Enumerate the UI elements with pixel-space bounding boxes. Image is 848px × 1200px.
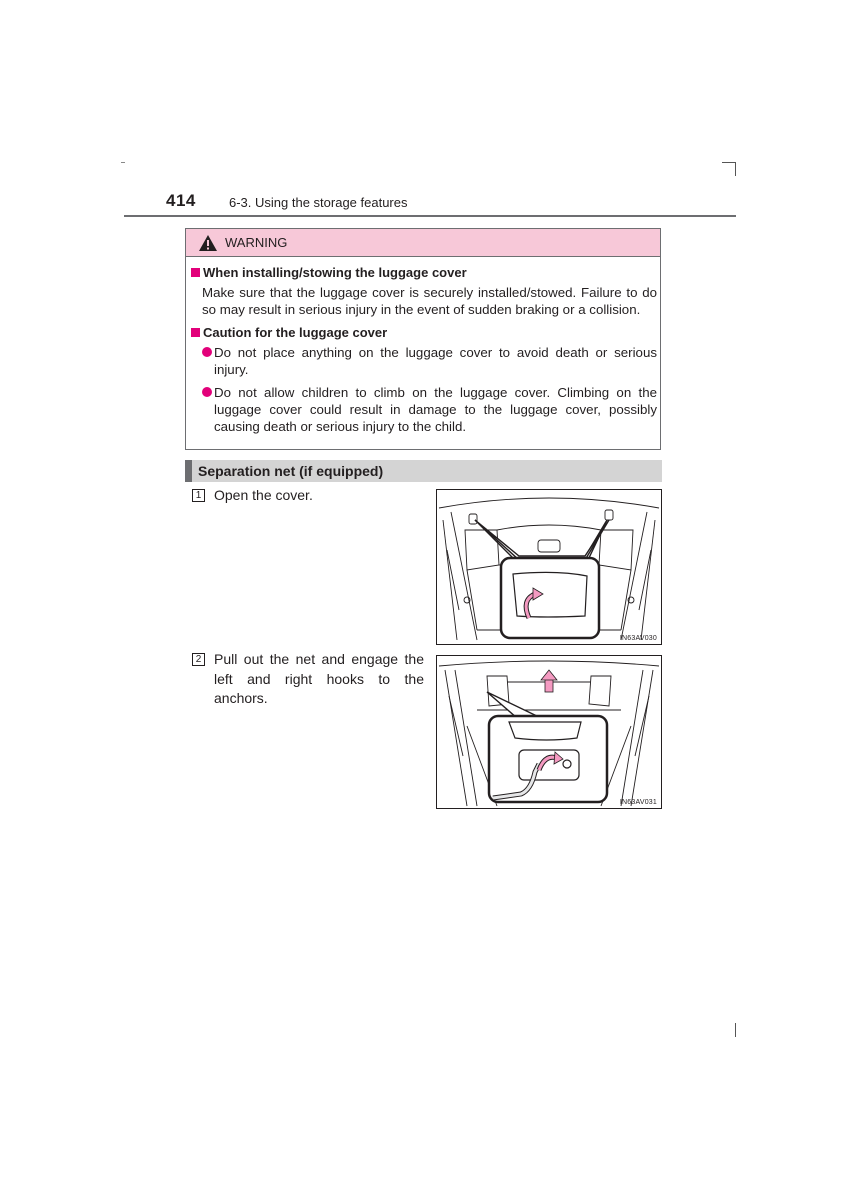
square-bullet-icon: [191, 328, 200, 337]
figure-engage-hooks: [436, 655, 662, 809]
warning-box: [185, 228, 661, 450]
warning-paragraph: Make sure that the luggage cover is securely installed/stowed. Failure to do so may result in serious injury in the event of sudden braking or a collision.: [202, 285, 657, 317]
warning-header: [186, 229, 660, 257]
square-bullet-icon: [191, 268, 200, 277]
section-heading: Separation net (if equipped): [198, 463, 384, 479]
step-number-box: 1: [192, 489, 205, 502]
crop-mark-top-right: [722, 162, 736, 163]
warning-bullet-text: Do not allow children to climb on the luggage cover. Climbing on the luggage cover could result in damage to the luggage cover, possibly causing death or serious injury to the child.: [214, 385, 657, 434]
warning-subheading: [191, 325, 387, 340]
figure-open-cover: [436, 489, 662, 645]
warning-subheading-text: Caution for the luggage cover: [203, 325, 388, 340]
warning-bullet: [202, 344, 657, 378]
circle-bullet-icon: [202, 387, 212, 397]
cargo-area-illustration: [437, 490, 661, 644]
crop-mark-top-right-vertical: [735, 162, 736, 176]
crop-mark-bottom-right: [735, 1023, 736, 1037]
warning-subheading: [191, 265, 467, 280]
section-heading-bar: [185, 460, 662, 482]
warning-bullet-text: Do not place anything on the luggage cover to avoid death or serious injury.: [214, 345, 657, 377]
warning-bullet: [202, 384, 657, 435]
figure-code: IN63AV031: [619, 799, 657, 806]
page-number: 414: [166, 191, 196, 210]
warning-label: WARNING: [225, 235, 288, 250]
header-rule: [124, 215, 736, 217]
step-text: Open the cover.: [214, 487, 313, 503]
crop-mark-top-left: [121, 162, 125, 163]
warning-subheading-text: When installing/stowing the luggage cover: [203, 265, 467, 280]
step-number-box: 2: [192, 653, 205, 666]
circle-bullet-icon: [202, 347, 212, 357]
step-text: Pull out the net and engage the left and right hooks to the anchors.: [214, 651, 424, 706]
section-heading-accent: [185, 460, 192, 482]
figure-code: IN63AV030: [619, 635, 657, 642]
hook-illustration: [437, 656, 661, 808]
running-header: 6-3. Using the storage features: [229, 195, 408, 210]
warning-triangle-icon: [198, 234, 218, 252]
